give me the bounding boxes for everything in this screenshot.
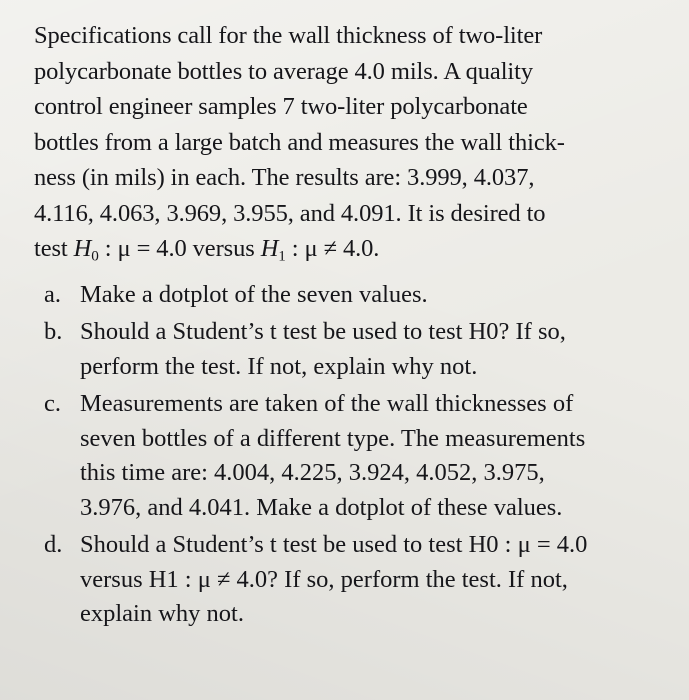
- part-line: this time are: 4.004, 4.225, 3.924, 4.052, 3.975,: [80, 459, 545, 487]
- part-line: Measurements are taken of the wall thicknesses of: [80, 390, 574, 418]
- intro-line: 4.116, 4.063, 3.969, 3.955, and 4.091. It is desired to: [34, 199, 546, 227]
- part-line: perform the test. If not, explain why not.: [80, 352, 478, 380]
- intro-line: bottles from a large batch and measures the wall thick-: [34, 128, 565, 156]
- problem-statement: [34, 18, 665, 274]
- part-c: [34, 387, 665, 525]
- intro-line: Specifications call for the wall thickness of two-liter: [34, 22, 543, 49]
- intro-line: control engineer samples 7 two-liter polycarbonate: [34, 93, 528, 120]
- part-line: 3.976, and 4.041. Make a dotplot of these values.: [80, 493, 563, 521]
- null-hypothesis-symbol: $H_0$: [73, 235, 99, 265]
- part-line: Make a dotplot of the seven values.: [80, 280, 428, 308]
- intro-line: polycarbonate bottles to average 4.0 mils. A quality: [34, 57, 533, 85]
- part-line: explain why not.: [80, 600, 244, 628]
- part-b: [34, 315, 665, 384]
- hypothesis-line: [34, 231, 665, 274]
- null-hypothesis-text: : μ = 4.0 versus: [98, 235, 261, 262]
- part-label: a.: [44, 280, 61, 308]
- part-line: Should a Student’s t test be used to test H0 : μ = 4.0: [80, 531, 588, 559]
- intro-line: ness (in mils) in each. The results are: 3.999, 4.037,: [34, 164, 535, 191]
- part-line: versus H1 : μ ≠ 4.0? If so, perform the test. If not,: [80, 565, 568, 593]
- part-label: d.: [44, 531, 63, 559]
- alt-hypothesis-text: : μ ≠ 4.0.: [285, 235, 380, 262]
- part-line: Should a Student’s t test be used to test H0? If so,: [80, 318, 566, 346]
- hypothesis-prefix: test: [34, 235, 74, 262]
- part-d: [34, 528, 665, 632]
- part-label: b.: [44, 318, 63, 346]
- part-line: seven bottles of a different type. The measurements: [80, 424, 586, 452]
- alt-hypothesis-symbol: $H_1$: [260, 235, 286, 265]
- part-a: [34, 278, 665, 313]
- exercise-parts: [34, 278, 665, 632]
- part-label: c.: [44, 390, 61, 418]
